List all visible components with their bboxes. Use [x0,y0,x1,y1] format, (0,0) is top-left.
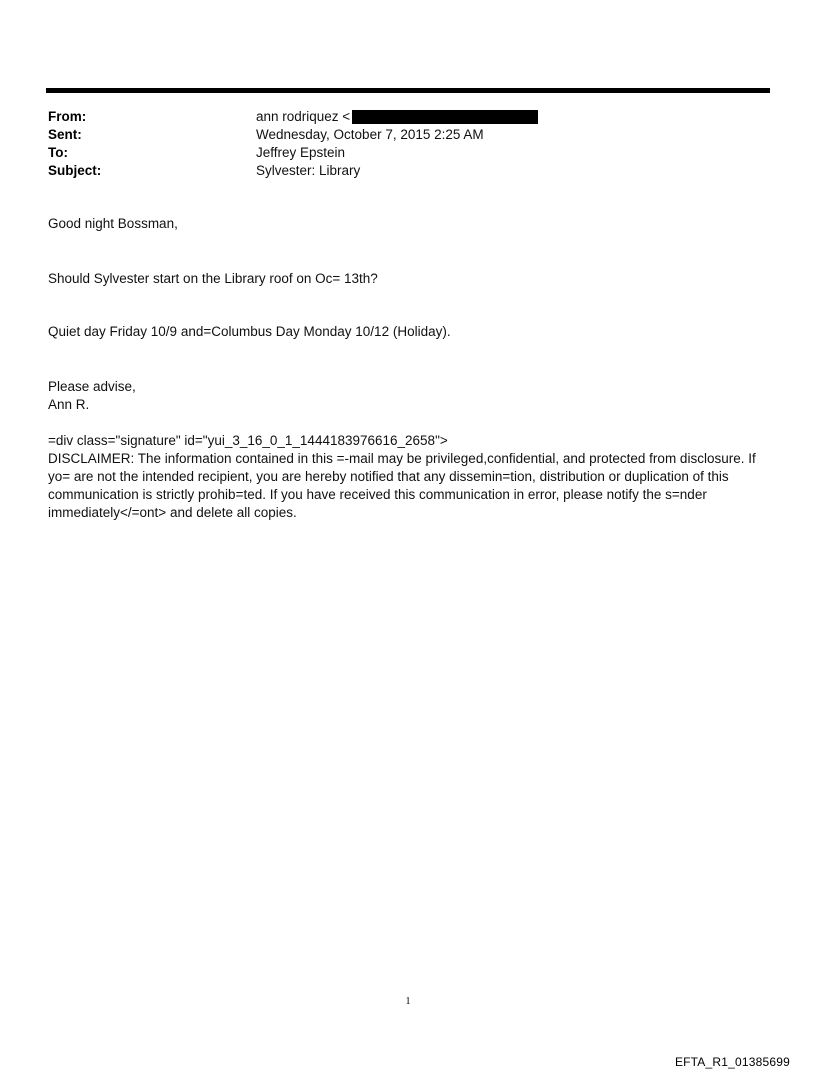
to-value: Jeffrey Epstein [256,145,346,160]
signature-name: Ann R. [48,397,90,412]
sent-value: Wednesday, October 7, 2015 2:25 AM [256,127,484,142]
to-row [48,144,768,162]
disclaimer-text: DISCLAIMER: The information contained in this =-mail may be privileged,confidential, and protected from disclosure. If yo= are not the intended recipient, you are hereby notified that any dissemin=tion, distribution or duplication of this communication is strictly prohib=ted. If you have received this communication in error, please notify the s=nder immediately</=ont> and delete all copies. [48,451,756,520]
subject-row [48,162,768,180]
question-text: Should Sylvester start on the Library roof on Oc= 13th? [48,271,378,286]
to-label: To: [48,145,68,160]
sent-row [48,126,768,144]
from-label: From: [48,109,87,124]
bates-number: EFTA_R1_01385699 [674,1055,790,1069]
subject-label: Subject: [48,163,102,178]
from-value [256,108,538,126]
signature-markup-text: =div class="signature" id="yui_3_16_0_1_1444183976616_2658"> [48,433,448,448]
sent-label: Sent: [48,127,82,142]
from-name: ann rodriquez < [256,109,351,124]
redaction-bar [352,110,538,124]
greeting-text: Good night Bossman, [48,216,178,231]
closing-text: Please advise, [48,379,136,394]
subject-value: Sylvester: Library [256,163,361,178]
header-rule [46,88,770,93]
schedule-note-text: Quiet day Friday 10/9 and=Columbus Day Monday 10/12 (Holiday). [48,324,451,339]
from-row [48,108,768,126]
page-number: 1 [405,996,411,1007]
email-header [48,108,768,180]
